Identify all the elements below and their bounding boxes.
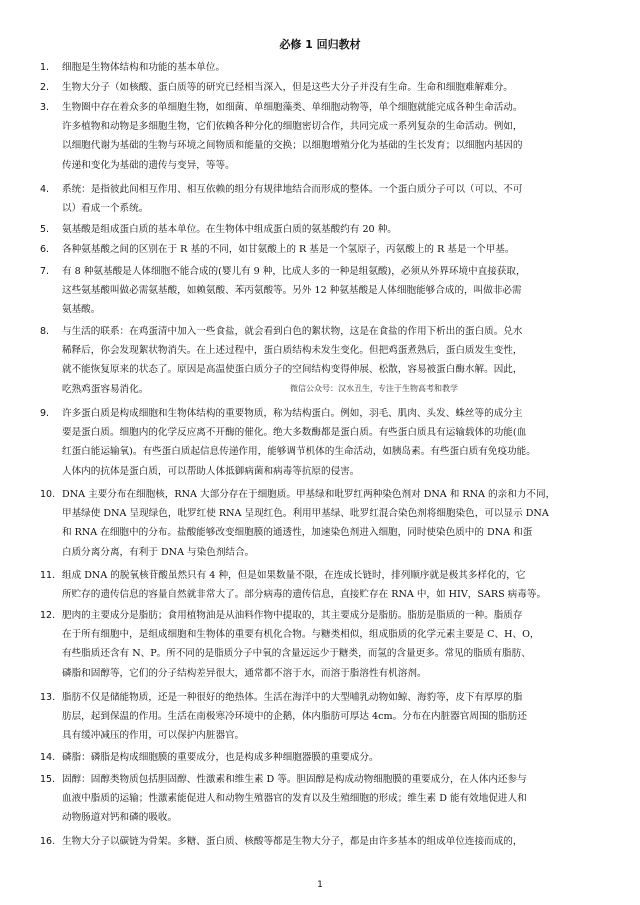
item-text	[62, 688, 608, 746]
item-text	[62, 98, 608, 175]
text-line: 以）看成一个系统。	[62, 203, 149, 215]
text-line: 与生活的联系：在鸡蛋清中加入一些食盐，就会看到白色的絮状物，这是在食盐的作用下析出的蛋白质。兑水	[62, 326, 523, 337]
item-text	[62, 606, 608, 683]
item-text	[62, 770, 608, 828]
text-line: 磷脂和固醇等，它们的分子结构差异很大，通常都不溶于水，而溶于脂溶性有机溶剂。	[62, 667, 427, 679]
item-number: 15.	[40, 774, 56, 785]
item-number: 14.	[40, 752, 56, 763]
text-line: 白质分离分离，有利于 DNA 与染色剂结合。	[62, 546, 255, 558]
item-number: 6.	[40, 244, 50, 255]
list-item	[40, 78, 608, 97]
item-text	[62, 748, 608, 767]
text-line: 甲基绿使 DNA 呈现绿色，吡罗红使 RNA 呈现红色。利用甲基绿、吡罗红混合染色剂将细胞染色，可以显示 DNA	[62, 508, 549, 520]
list-item	[40, 832, 608, 851]
text-line: 吃熟鸡蛋容易消化。	[62, 383, 149, 395]
list-item	[40, 770, 608, 828]
text-line: 红蛋白能运输氧)。有些蛋白质起信息传递作用，能够调节机体的生命活动，如胰岛素。有些蛋白质有免疫功能。	[62, 446, 536, 458]
list-item	[40, 485, 608, 562]
text-line: 肥肉的主要成分是脂肪；食用植物油是从油料作物中提取的，其主要成分是脂肪。脂肪是脂质的一种。脂质存	[62, 610, 523, 621]
text-line: 传递和变化为基础的遗传与变异，等等。	[62, 159, 235, 171]
list-item	[40, 262, 608, 320]
text-line: 以细胞代谢为基础的生物与环境之间物质和能量的交换；以细胞增殖分化为基础的生长发育；以细胞内基因的	[62, 140, 523, 152]
item-number: 1.	[40, 62, 50, 73]
text-line: 有些脂质还含有 N、P。所不同的是脂质分子中氧的含量远远少于糖类，而氢的含量更多。常见的脂质有脂肪、	[62, 648, 531, 660]
text-line: 细胞是生物体结构和功能的基本单位。	[62, 62, 226, 73]
text-line: 人体内的抗体是蛋白质，可以帮助人体抵御病菌和病毒等抗原的侵害。	[62, 465, 360, 477]
text-line: 生物大分子以碳链为骨架。多糖、蛋白质、核酸等都是生物大分子，都是由许多基本的组成单位连接而成的，	[62, 836, 523, 847]
list-item	[40, 606, 608, 683]
text-line: 动物肠道对钙和磷的吸收。	[62, 812, 178, 824]
text-line: 所贮存的遗传信息的容量自然就非常大了。部分病毒的遗传信息，直接贮存在 RNA 中，如 HIV，SARS 病毒等。	[62, 589, 547, 601]
item-number: 10.	[40, 489, 56, 500]
text-line: 稀释后，你会发现絮状物消失。在上述过程中，蛋白质结构未发生变化。但把鸡蛋煮熟后，蛋白质发生变性，	[62, 345, 523, 357]
text-line: 和 RNA 在细胞中的分布。盐酸能够改变细胞膜的通透性，加速染色剂进入细胞，同时使染色质中的 DNA 和蛋	[62, 527, 533, 539]
text-line: 许多蛋白质是构成细胞和生物体结构的重要物质，称为结构蛋白。例如，羽毛、肌肉、头发、蛛丝等的成分主	[62, 408, 523, 419]
item-number: 4.	[40, 184, 50, 195]
item-number: 8.	[40, 326, 50, 337]
item-text	[62, 262, 608, 320]
list-item	[40, 240, 608, 259]
text-line: 生物圈中存在着众多的单细胞生物，如细菌、单细胞藻类、单细胞动物等，单个细胞就能完成各种生命活动。	[62, 102, 523, 113]
item-text	[62, 832, 608, 851]
item-number: 7.	[40, 266, 50, 277]
wechat-watermark: 微信公众号：汉水丑生，专注于生物高考和教学	[290, 384, 458, 393]
text-line: 有 8 种氨基酸是人体细胞不能合成的(婴儿有 9 种，比成人多的一种是组氨酸)，必须从外界环境中直接获取，	[62, 266, 526, 277]
item-text	[62, 78, 608, 97]
text-line: 氨基酸是组成蛋白质的基本单位。在生物体中组成蛋白质的氨基酸约有 20 种。	[62, 224, 397, 235]
item-text	[62, 58, 608, 77]
text-line: 各种氨基酸之间的区别在于 R 基的不同，如甘氨酸上的 R 基是一个氢原子，丙氨酸上的 R 基是一个甲基。	[62, 244, 515, 255]
item-text	[62, 240, 608, 259]
text-line: 肪层，起到保温的作用。生活在南极寒冷环境中的企鹅，体内脂肪可厚达 4cm。分布在内脏器官周围的脂肪还	[62, 711, 527, 723]
text-line: 许多植物和动物是多细胞生物，它们依赖各种分化的细胞密切合作，共同完成一系列复杂的生命活动。例如，	[62, 121, 523, 133]
item-number: 2.	[40, 82, 50, 93]
page-number: 1	[317, 880, 323, 890]
text-line: 具有缓冲减压的作用，可以保护内脏器官。	[62, 730, 245, 742]
text-line: 要是蛋白质。细胞内的化学反应离不开酶的催化。绝大多数酶都是蛋白质。有些蛋白质具有运输载体的功能(血	[62, 427, 527, 439]
item-number: 5.	[40, 224, 50, 235]
text-line: 磷脂：磷脂是构成细胞膜的重要成分，也是构成多种细胞器膜的重要成分。	[62, 752, 379, 763]
text-line: 生物大分子（如核酸、蛋白质等的研究已经相当深入，但是这些大分子并没有生命。生命和细胞难解难分。	[62, 82, 513, 93]
list-item	[40, 748, 608, 767]
item-number: 12.	[40, 610, 56, 621]
text-line: 血液中脂质的运输；性激素能促进人和动物生殖器官的发育以及生殖细胞的形成；维生素 D 能有效地促进人和	[62, 793, 527, 805]
item-text	[62, 566, 608, 604]
list-item	[40, 58, 608, 77]
document-title: 必修 1 回归教材	[279, 38, 361, 51]
list-item	[40, 220, 608, 239]
text-line: 脂肪不仅是储能物质，还是一种很好的绝热体。生活在海洋中的大型哺乳动物如鲸、海豹等，皮下有厚厚的脂	[62, 692, 523, 703]
item-text	[62, 180, 608, 218]
text-line: 组成 DNA 的脱氧核苷酸虽然只有 4 种，但是如果数量不限，在连成长链时，排列顺序就是极其多样化的，它	[62, 570, 526, 581]
list-item	[40, 404, 608, 481]
text-line: 在于所有细胞中，是组成细胞和生物体的重要有机化合物。与糖类相似，组成脂质的化学元素主要是 C、H、O，	[62, 629, 540, 641]
item-number: 11.	[40, 570, 56, 581]
text-line: 系统：是指彼此间相互作用、相互依赖的组分有规律地结合而形成的整体。一个蛋白质分子可以（可以、不可	[62, 184, 523, 195]
text-line: 就不能恢复原来的状态了。原因是高温使蛋白质分子的空间结构变得伸展、松散，容易被蛋白酶水解。因此，	[62, 364, 523, 376]
list-item	[40, 566, 608, 604]
item-text	[62, 404, 608, 481]
item-number: 3.	[40, 102, 50, 113]
item-text	[62, 485, 608, 562]
list-item	[40, 180, 608, 218]
item-number: 13.	[40, 692, 56, 703]
text-line: 固醇：固醇类物质包括胆固醇、性激素和维生素 D 等。胆固醇是构成动物细胞膜的重要成分，在人体内还参与	[62, 774, 527, 785]
list-item	[40, 98, 608, 175]
item-number: 9.	[40, 408, 50, 419]
list-item	[40, 688, 608, 746]
text-line: 氨基酸。	[62, 304, 101, 316]
text-line: 这些氨基酸叫做必需氨基酸，如赖氨酸、苯丙氨酸等。另外 12 种氨基酸是人体细胞能够合成的，叫做非必需	[62, 285, 522, 297]
item-text	[62, 220, 608, 239]
item-number: 16.	[40, 836, 56, 847]
text-line: DNA 主要分布在细胞核，RNA 大部分存在于细胞质。甲基绿和吡罗红两种染色剂对 DNA 和 RNA 的亲和力不同，	[62, 489, 556, 500]
